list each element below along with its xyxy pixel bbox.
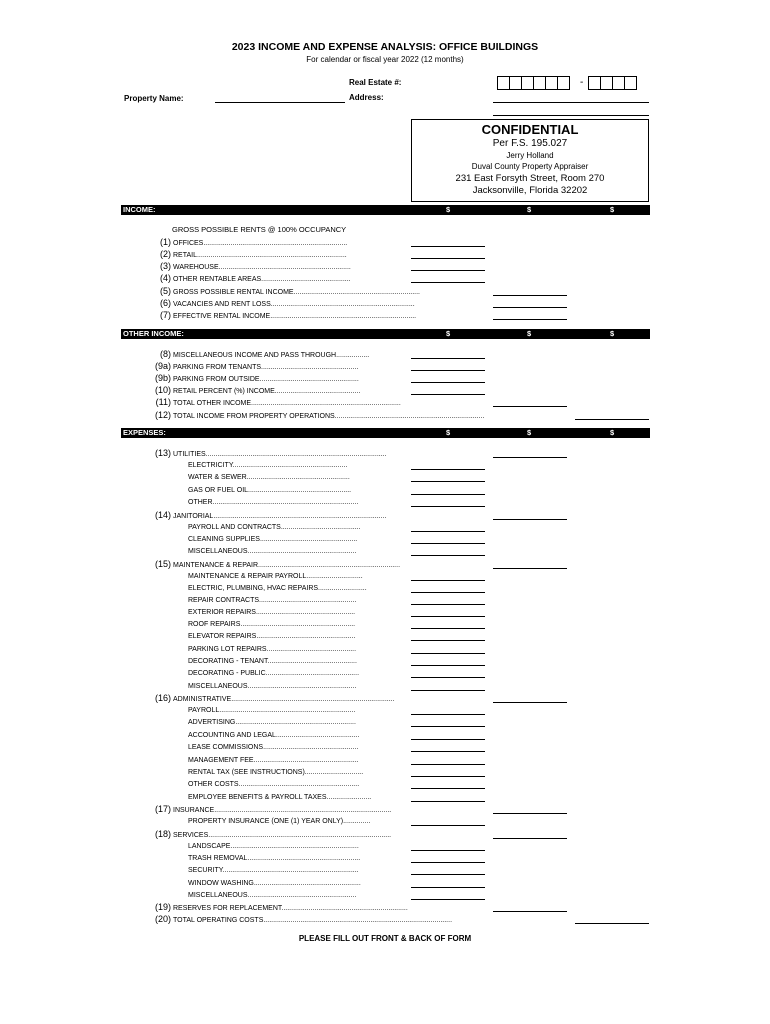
line-item [186, 618, 406, 630]
line-label: TOTAL OPERATING COSTS................................................................................................. [173, 917, 453, 924]
line-label: RETAIL............................................................................. [173, 252, 347, 259]
line-item [121, 236, 407, 248]
currency-symbol: $ [446, 428, 451, 437]
line-number: (14) [154, 510, 171, 520]
amount-field[interactable] [411, 506, 485, 507]
line-label: WAREHOUSE.................................................................... [173, 264, 351, 271]
line-item [186, 716, 406, 728]
line-label: PARKING LOT REPAIRS.............................................. [188, 646, 357, 653]
line-item [121, 384, 407, 396]
amount-field[interactable] [411, 874, 485, 875]
amount-field[interactable] [411, 592, 485, 593]
amount-field[interactable] [411, 580, 485, 581]
line-label: PAYROLL...................................................................... [188, 707, 356, 714]
line-item [186, 754, 406, 766]
currency-symbol: $ [610, 428, 615, 437]
appraiser-street: 231 East Forsyth Street, Room 270 [455, 173, 605, 184]
line-item [186, 791, 406, 803]
line-item [121, 348, 407, 360]
section-label: EXPENSES: [123, 428, 166, 437]
line-label: SERVICES.............................................................................................. [173, 832, 392, 839]
amount-field[interactable] [493, 702, 567, 703]
amount-field[interactable] [411, 640, 485, 641]
line-item [121, 803, 487, 815]
line-item [121, 372, 407, 384]
line-label: CLEANING SUPPLIES.................................................. [188, 536, 358, 543]
amount-field[interactable] [411, 481, 485, 482]
line-number: (6) [160, 298, 171, 308]
amount-field[interactable] [411, 531, 485, 532]
line-label: LEASE COMMISSIONS................................................. [188, 744, 359, 751]
amount-field[interactable] [411, 899, 485, 900]
amount-field[interactable] [411, 370, 485, 371]
amount-field[interactable] [411, 862, 485, 863]
line-number: (8) [160, 349, 171, 359]
line-number: (19) [154, 902, 171, 912]
amount-field[interactable] [575, 419, 649, 420]
line-label: OTHER........................................................................... [188, 499, 359, 506]
line-label: INSURANCE........................................................................................... [173, 807, 392, 814]
confidential-statute: Per F.S. 195.027 [492, 138, 568, 149]
line-item [186, 704, 406, 716]
line-label: OTHER COSTS.............................................................. [188, 781, 360, 788]
property-name-label: Property Name: [124, 94, 184, 103]
line-item [121, 297, 487, 309]
line-item [121, 248, 407, 260]
address-field-line-2[interactable] [493, 115, 649, 116]
amount-field[interactable] [411, 677, 485, 678]
currency-symbol: $ [527, 205, 532, 214]
line-item [186, 545, 406, 557]
line-item [186, 667, 406, 679]
currency-symbol: $ [527, 428, 532, 437]
section-bar-other-income [121, 329, 650, 339]
address-label: Address: [349, 93, 384, 102]
line-label: DECORATING - TENANT.............................................. [188, 658, 357, 665]
amount-field[interactable] [493, 838, 567, 839]
amount-field[interactable] [411, 246, 485, 247]
line-label: ELEVATOR REPAIRS................................................... [188, 633, 356, 640]
line-label: WINDOW WASHING....................................................... [188, 880, 361, 887]
line-item [121, 509, 487, 521]
section-bar-income [121, 205, 650, 215]
amount-field[interactable] [493, 457, 567, 458]
line-item [121, 309, 487, 321]
amount-field[interactable] [411, 358, 485, 359]
line-item [121, 447, 487, 459]
line-number: (5) [160, 286, 171, 296]
line-item [186, 729, 406, 741]
line-item [186, 459, 406, 471]
line-number: (11) [155, 397, 171, 407]
line-item [121, 692, 487, 704]
section-label: OTHER INCOME: [123, 329, 184, 338]
line-item [121, 285, 487, 297]
line-label: ROOF REPAIRS........................................................... [188, 621, 356, 628]
confidential-box [411, 119, 649, 202]
line-item [121, 913, 569, 925]
line-number: (13) [154, 448, 171, 458]
property-name-field[interactable] [215, 102, 345, 103]
line-item [186, 582, 406, 594]
gross-rents-heading: GROSS POSSIBLE RENTS @ 100% OCCUPANCY [172, 225, 347, 234]
section-label: INCOME: [123, 205, 156, 214]
amount-field[interactable] [411, 726, 485, 727]
amount-field[interactable] [411, 270, 485, 271]
real-estate-dash: - [580, 77, 584, 88]
appraiser-name: Jerry Holland [506, 151, 554, 160]
real-estate-number-boxes-part1[interactable] [497, 76, 569, 90]
line-item [186, 852, 406, 864]
form-footer: PLEASE FILL OUT FRONT & BACK OF FORM [298, 934, 472, 943]
line-label: ELECTRIC, PLUMBING, HVAC REPAIRS......................... [188, 585, 367, 592]
line-item [121, 272, 407, 284]
line-item [186, 889, 406, 901]
amount-field[interactable] [411, 258, 485, 259]
line-item [186, 521, 406, 533]
amount-field[interactable] [411, 788, 485, 789]
amount-field[interactable] [493, 307, 567, 308]
line-label: EFFECTIVE RENTAL INCOME........................................................................... [173, 313, 417, 320]
amount-field[interactable] [411, 653, 485, 654]
amount-field[interactable] [575, 923, 649, 924]
line-item [186, 630, 406, 642]
real-estate-label: Real Estate #: [349, 78, 402, 87]
amount-field[interactable] [411, 543, 485, 544]
line-label: JANITORIAL......................................................................................... [173, 513, 387, 520]
line-label: MISCELLANEOUS........................................................ [188, 683, 357, 690]
line-label: PAYROLL AND CONTRACTS......................................... [188, 524, 361, 531]
line-label: DECORATING - PUBLIC................................................ [188, 670, 360, 677]
re-digit-box[interactable] [557, 76, 570, 90]
line-item [186, 877, 406, 889]
line-number: (9b) [154, 373, 171, 383]
line-label: OTHER RENTABLE AREAS.............................................. [173, 276, 351, 283]
line-item [121, 396, 487, 408]
amount-field[interactable] [411, 382, 485, 383]
confidential-heading: CONFIDENTIAL [481, 122, 579, 137]
amount-field[interactable] [411, 282, 485, 283]
amount-field[interactable] [411, 494, 485, 495]
line-item [121, 828, 487, 840]
line-label: WATER & SEWER..................................................... [188, 474, 350, 481]
amount-field[interactable] [411, 690, 485, 691]
line-label: VACANCIES AND RENT LOSS.......................................................................... [173, 301, 415, 308]
line-label: MISCELLANEOUS........................................................ [188, 548, 357, 555]
line-number: (9a) [154, 361, 171, 371]
amount-field[interactable] [411, 469, 485, 470]
section-bar-expenses [121, 428, 650, 438]
appraiser-city: Jacksonville, Florida 32202 [472, 185, 588, 196]
address-field-line-1[interactable] [493, 102, 649, 103]
line-label: GROSS POSSIBLE RENTAL INCOME................................................................. [173, 289, 420, 296]
line-item [186, 594, 406, 606]
re-digit-box[interactable] [624, 76, 637, 90]
amount-field[interactable] [411, 825, 485, 826]
amount-field[interactable] [493, 911, 567, 912]
line-label: ELECTRICITY........................................................... [188, 462, 348, 469]
line-label: MAINTENANCE & REPAIR PAYROLL............................. [188, 573, 363, 580]
line-item [121, 409, 569, 421]
amount-field[interactable] [493, 568, 567, 569]
line-item [186, 864, 406, 876]
line-item [186, 655, 406, 667]
line-label: PARKING FROM OUTSIDE................................................... [173, 376, 359, 383]
line-item [121, 901, 487, 913]
line-label: MISCELLANEOUS........................................................ [188, 892, 357, 899]
line-item [186, 766, 406, 778]
amount-field[interactable] [411, 751, 485, 752]
line-label: TRASH REMOVAL.......................................................... [188, 855, 361, 862]
line-label: PARKING FROM TENANTS.................................................. [173, 364, 359, 371]
line-number: (4) [160, 273, 171, 283]
line-number: (1) [160, 237, 171, 247]
line-item [186, 815, 406, 827]
amount-field[interactable] [411, 665, 485, 666]
line-number: (7) [160, 310, 171, 320]
amount-field[interactable] [411, 394, 485, 395]
line-item [186, 471, 406, 483]
currency-symbol: $ [610, 329, 615, 338]
line-label: TOTAL OTHER INCOME............................................................................. [173, 400, 401, 407]
line-label: MAINTENANCE & REPAIR......................................................................... [173, 562, 401, 569]
amount-field[interactable] [493, 406, 567, 407]
line-label: MISCELLANEOUS INCOME AND PASS THROUGH................. [173, 352, 370, 359]
line-item [186, 570, 406, 582]
amount-field[interactable] [411, 628, 485, 629]
line-label: PROPERTY INSURANCE (ONE (1) YEAR ONLY).............. [188, 818, 371, 825]
amount-field[interactable] [411, 776, 485, 777]
line-number: (10) [154, 385, 171, 395]
line-item [121, 558, 487, 570]
line-label: REPAIR CONTRACTS.................................................. [188, 597, 357, 604]
amount-field[interactable] [411, 887, 485, 888]
line-label: RETAIL PERCENT (%) INCOME............................................ [173, 388, 361, 395]
line-label: TOTAL INCOME FROM PROPERTY OPERATIONS............................................................................. [173, 413, 485, 420]
line-item [121, 260, 407, 272]
amount-field[interactable] [411, 714, 485, 715]
line-item [186, 680, 406, 692]
form-subtitle: For calendar or fiscal year 2022 (12 months) [306, 55, 464, 64]
line-number: (3) [160, 261, 171, 271]
line-number: (17) [154, 804, 171, 814]
amount-field[interactable] [411, 604, 485, 605]
line-label: ADVERTISING.............................................................. [188, 719, 356, 726]
amount-field[interactable] [411, 764, 485, 765]
line-label: UTILITIES............................................................................................. [173, 451, 387, 458]
line-label: RESERVES FOR REPLACEMENT................................................................. [173, 905, 408, 912]
amount-field[interactable] [411, 850, 485, 851]
line-label: EMPLOYEE BENEFITS & PAYROLL TAXES....................... [188, 794, 372, 801]
line-number: (2) [160, 249, 171, 259]
currency-symbol: $ [446, 205, 451, 214]
currency-symbol: $ [446, 329, 451, 338]
line-item [186, 496, 406, 508]
amount-field[interactable] [493, 319, 567, 320]
line-item [186, 606, 406, 618]
line-item [121, 360, 407, 372]
amount-field[interactable] [411, 616, 485, 617]
currency-symbol: $ [527, 329, 532, 338]
line-number: (18) [154, 829, 171, 839]
line-number: (20) [154, 914, 171, 924]
line-label: ADMINISTRATIVE.................................................................................... [173, 696, 395, 703]
line-label: RENTAL TAX (SEE INSTRUCTIONS).............................. [188, 769, 364, 776]
line-label: MANAGEMENT FEE...................................................... [188, 757, 359, 764]
form-title: 2023 INCOME AND EXPENSE ANALYSIS: OFFICE BUILDINGS [231, 41, 539, 53]
line-item [186, 643, 406, 655]
line-label: ACCOUNTING AND LEGAL........................................... [188, 732, 360, 739]
line-item [186, 484, 406, 496]
appraiser-office: Duval County Property Appraiser [471, 162, 589, 171]
line-label: LANDSCAPE.................................................................. [188, 843, 359, 850]
amount-field[interactable] [411, 801, 485, 802]
line-number: (12) [154, 410, 171, 420]
amount-field[interactable] [493, 519, 567, 520]
line-label: EXTERIOR REPAIRS................................................... [188, 609, 356, 616]
line-item [186, 741, 406, 753]
line-number: (15) [154, 559, 171, 569]
line-item [186, 840, 406, 852]
line-number: (16) [154, 693, 171, 703]
amount-field[interactable] [411, 739, 485, 740]
amount-field[interactable] [493, 813, 567, 814]
currency-symbol: $ [610, 205, 615, 214]
line-label: OFFICES.......................................................................... [173, 240, 348, 247]
line-label: GAS OR FUEL OIL..................................................... [188, 487, 352, 494]
line-item [186, 778, 406, 790]
amount-field[interactable] [493, 295, 567, 296]
amount-field[interactable] [411, 555, 485, 556]
line-item [186, 533, 406, 545]
real-estate-number-boxes-part2[interactable] [588, 76, 636, 90]
line-label: SECURITY...................................................................... [188, 867, 359, 874]
